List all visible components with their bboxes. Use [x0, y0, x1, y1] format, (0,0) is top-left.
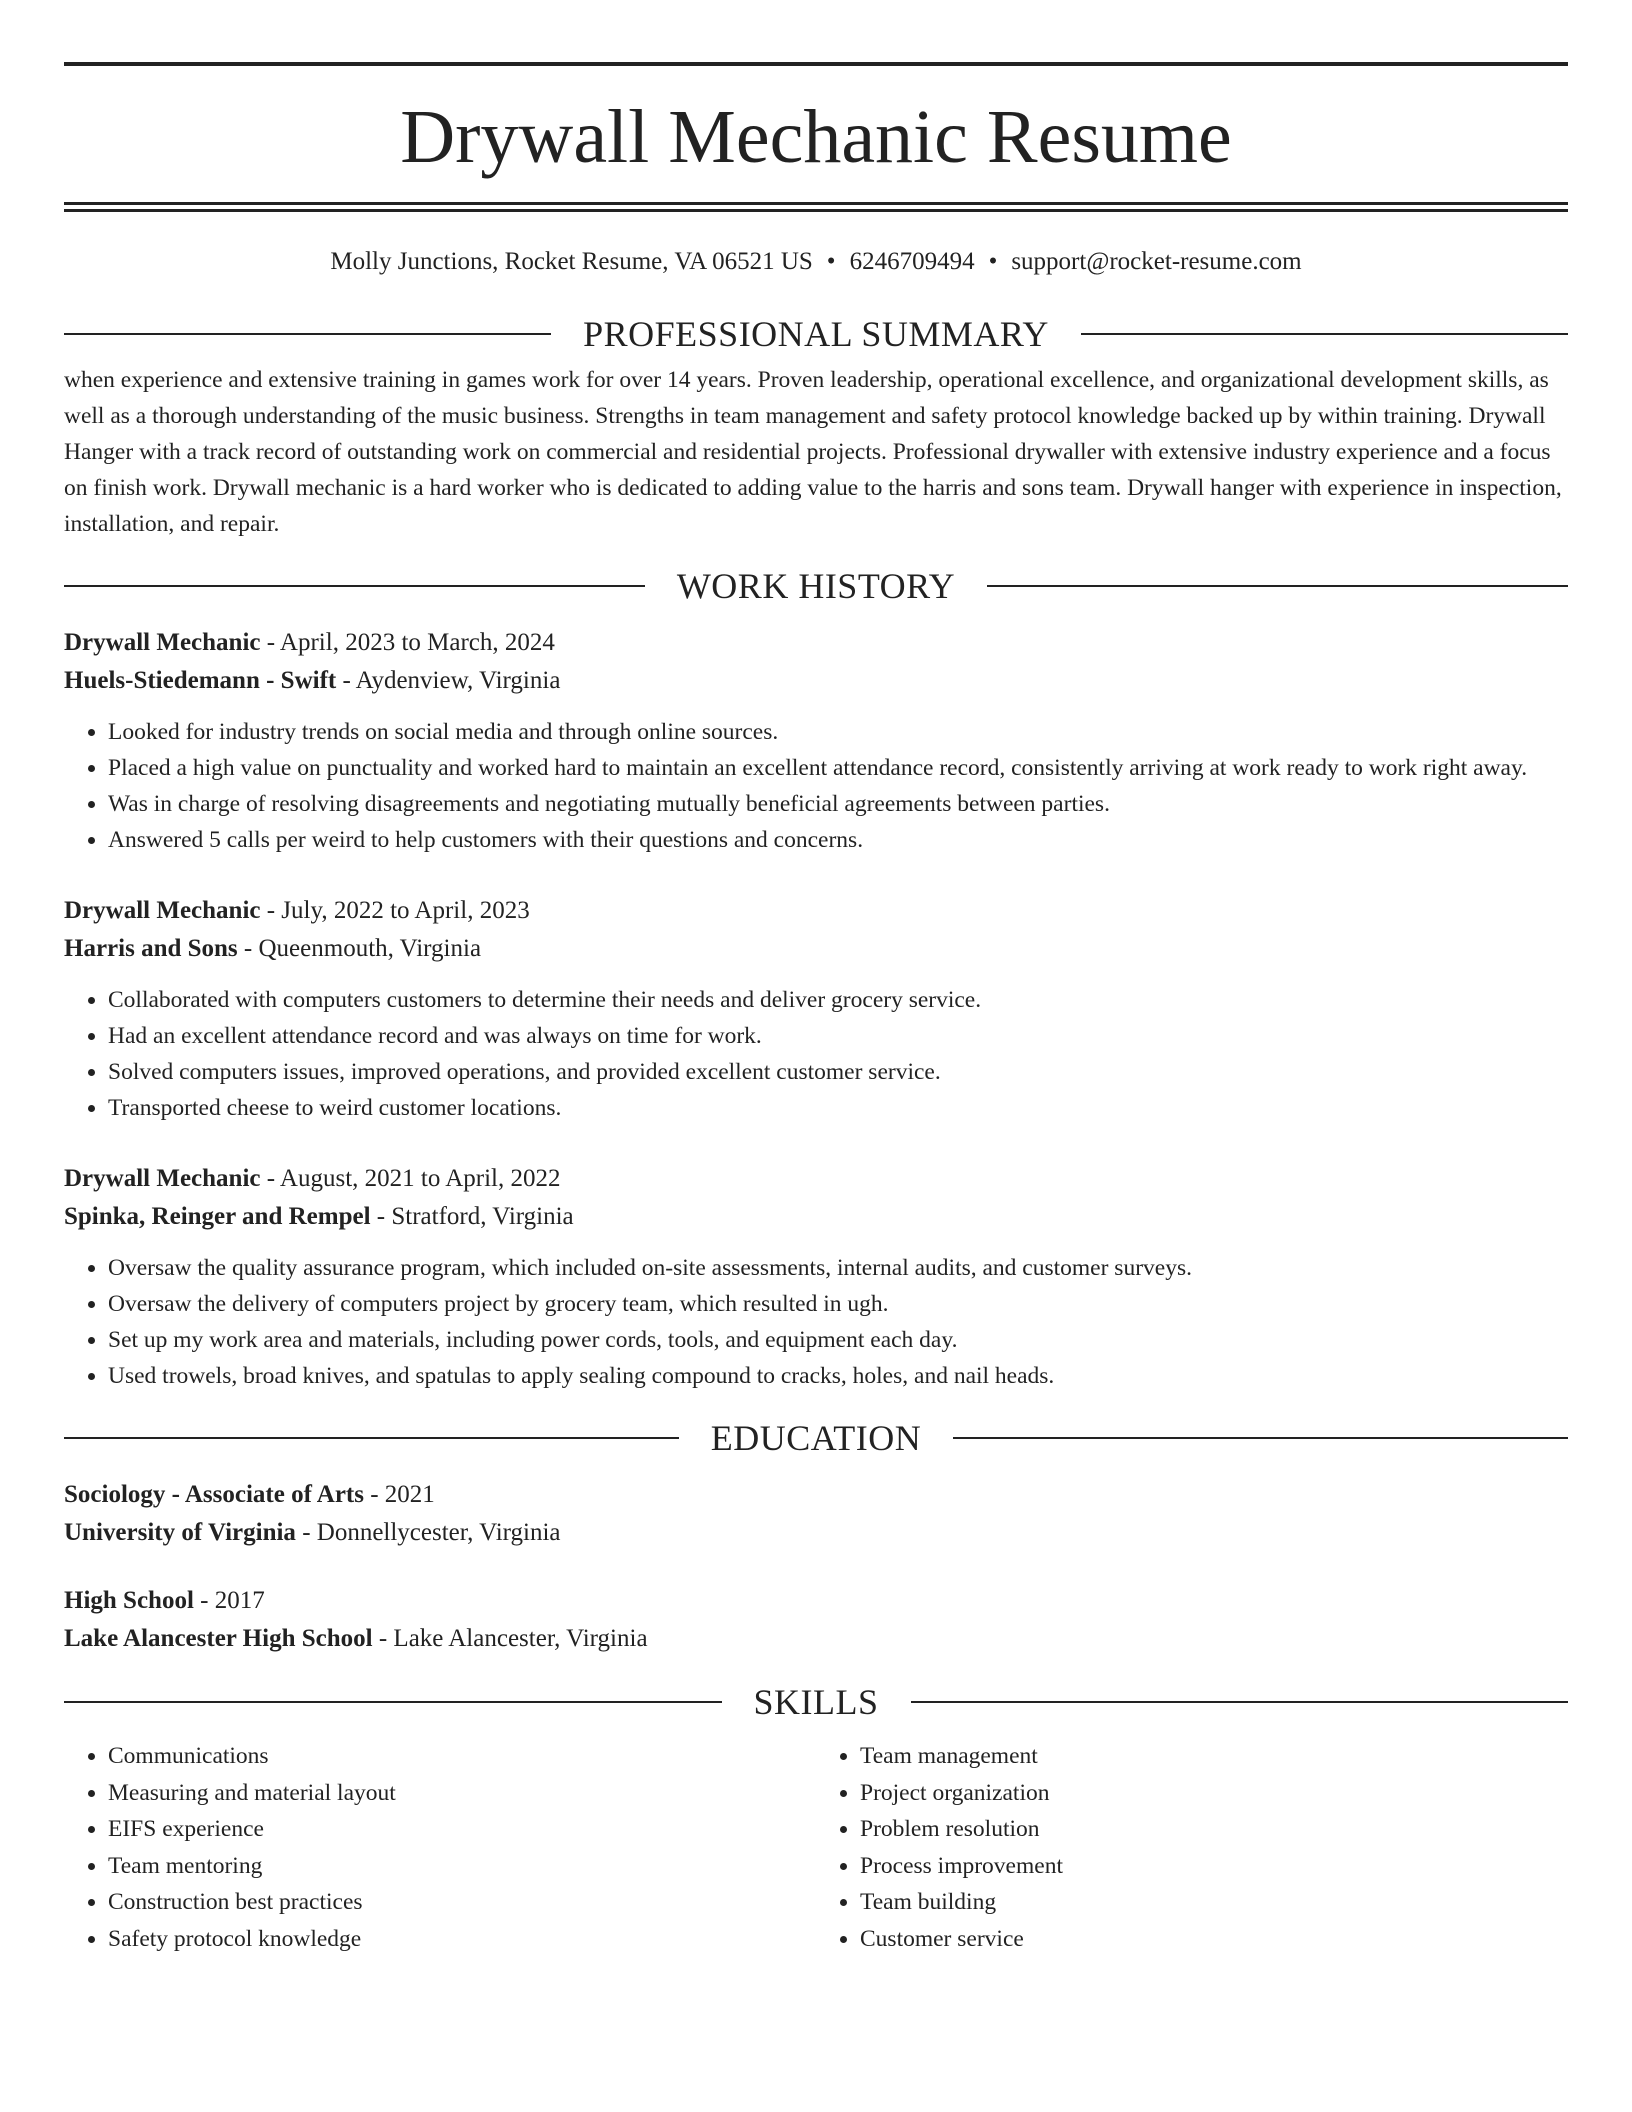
education-year: - 2017	[193, 1587, 265, 1614]
education-degree: High School	[64, 1587, 194, 1614]
job-bullets	[64, 982, 1568, 1126]
education-school: University of Virginia	[64, 1519, 296, 1546]
job-location: - Stratford, Virginia	[370, 1203, 574, 1230]
contact-line	[64, 246, 1568, 278]
job-title: Drywall Mechanic	[64, 897, 261, 924]
skill-item: • Project organization	[860, 1775, 1568, 1812]
section-rule-left	[64, 585, 645, 587]
job-title-line	[64, 624, 1568, 662]
skill-item: • Customer service	[860, 1921, 1568, 1958]
list-item: • Solved computers issues, improved operations, and provided excellent customer service.	[108, 1054, 1568, 1090]
section-rule-left	[64, 1701, 722, 1703]
list-item: • Placed a high value on punctuality and worked hard to maintain an excellent attendance record, consistently arriving at work ready to work right away.	[108, 750, 1568, 786]
section-rule-right	[911, 1701, 1569, 1703]
skill-item: • Construction best practices	[108, 1884, 816, 1921]
education-degree: Sociology - Associate of Arts	[64, 1481, 364, 1508]
list-item: • Transported cheese to weird customer locations.	[108, 1090, 1568, 1126]
list-item: • Oversaw the quality assurance program, which included on-site assessments, internal audits, and customer surveys.	[108, 1250, 1568, 1286]
job-entry	[64, 624, 1568, 858]
job-bullets	[64, 714, 1568, 858]
contact-phone: 6246709494	[849, 248, 975, 275]
education-location: - Lake Alancester, Virginia	[372, 1625, 648, 1652]
contact-email: support@rocket-resume.com	[1011, 248, 1302, 275]
education-entry	[64, 1476, 1568, 1552]
education-degree-line	[64, 1476, 1568, 1514]
section-header-skills	[64, 1680, 1568, 1724]
section-title-work-history: WORK HISTORY	[676, 566, 956, 606]
education-year: - 2021	[363, 1481, 435, 1508]
summary-paragraph: when experience and extensive training in games work for over 14 years. Proven leadership, operational excellence, and organizational development skills, as well as a thorough understanding of the music business. Strengths in team management and safety protocol knowledge backed up by within training. Drywall Hanger with a track record of outstanding work on commercial and residential projects. Professional drywaller with extensive industry experience and a focus on finish work. Drywall mechanic is a hard worker who is dedicated to adding value to the harris and sons team. Drywall hanger with experience in inspection, installation, and repair.	[64, 367, 1562, 537]
section-header-education	[64, 1416, 1568, 1460]
job-company-line	[64, 930, 1568, 968]
list-item: • Used trowels, broad knives, and spatulas to apply sealing compound to cracks, holes, and nail heads.	[108, 1358, 1568, 1394]
job-company: Spinka, Reinger and Rempel	[64, 1203, 371, 1230]
list-item: • Looked for industry trends on social media and through online sources.	[108, 714, 1568, 750]
section-rule-right	[953, 1437, 1568, 1439]
skill-item: • Team building	[860, 1884, 1568, 1921]
section-header-summary	[64, 312, 1568, 356]
education-degree-line	[64, 1582, 1568, 1620]
contact-separator: •	[988, 248, 998, 275]
skill-item: • Team mentoring	[108, 1848, 816, 1885]
job-company-line	[64, 1198, 1568, 1236]
skill-item: • EIFS experience	[108, 1811, 816, 1848]
resume-title: Drywall Mechanic Resume	[400, 95, 1232, 179]
education-school-line	[64, 1620, 1568, 1658]
job-bullets	[64, 1250, 1568, 1394]
job-dates: - April, 2023 to March, 2024	[260, 629, 555, 656]
section-title-skills: SKILLS	[753, 1682, 879, 1722]
section-title-education: EDUCATION	[710, 1418, 922, 1458]
job-company: Huels-Stiedemann - Swift	[64, 667, 337, 694]
top-rule	[64, 62, 1568, 66]
skill-item: • Problem resolution	[860, 1811, 1568, 1848]
skill-item: • Team management	[860, 1738, 1568, 1775]
skill-item: • Communications	[108, 1738, 816, 1775]
skill-item: • Measuring and material layout	[108, 1775, 816, 1812]
education-school: Lake Alancester High School	[64, 1625, 373, 1652]
list-item: • Was in charge of resolving disagreements and negotiating mutually beneficial agreements between parties.	[108, 786, 1568, 822]
list-item: • Oversaw the delivery of computers project by grocery team, which resulted in ugh.	[108, 1286, 1568, 1322]
section-title-summary: PROFESSIONAL SUMMARY	[583, 314, 1049, 354]
job-title: Drywall Mechanic	[64, 629, 261, 656]
job-entry	[64, 892, 1568, 1126]
contact-separator: •	[826, 248, 836, 275]
skills-list-left	[64, 1738, 816, 1957]
title-double-rule	[64, 202, 1568, 212]
skill-item: • Process improvement	[860, 1848, 1568, 1885]
job-entry	[64, 1160, 1568, 1394]
job-title-line	[64, 1160, 1568, 1198]
job-title-line	[64, 892, 1568, 930]
list-item: • Set up my work area and materials, including power cords, tools, and equipment each day.	[108, 1322, 1568, 1358]
education-entry	[64, 1582, 1568, 1658]
job-dates: - July, 2022 to April, 2023	[260, 897, 530, 924]
section-rule-right	[1081, 333, 1568, 335]
job-location: - Queenmouth, Virginia	[237, 935, 482, 962]
education-school-line	[64, 1514, 1568, 1552]
job-company-line	[64, 662, 1568, 700]
list-item: • Answered 5 calls per weird to help customers with their questions and concerns.	[108, 822, 1568, 858]
job-dates: - August, 2021 to April, 2022	[260, 1165, 561, 1192]
skills-list-right	[816, 1738, 1568, 1957]
section-rule-left	[64, 1437, 679, 1439]
list-item: • Had an excellent attendance record and was always on time for work.	[108, 1018, 1568, 1054]
job-location: - Aydenview, Virginia	[336, 667, 561, 694]
skills-columns	[64, 1738, 1568, 1957]
section-rule-right	[987, 585, 1568, 587]
job-company: Harris and Sons	[64, 935, 238, 962]
section-header-work-history	[64, 564, 1568, 608]
job-title: Drywall Mechanic	[64, 1165, 261, 1192]
list-item: • Collaborated with computers customers to determine their needs and deliver grocery service.	[108, 982, 1568, 1018]
skill-item: • Safety protocol knowledge	[108, 1921, 816, 1958]
section-rule-left	[64, 333, 551, 335]
education-location: - Donnellycester, Virginia	[295, 1519, 561, 1546]
contact-address: Molly Junctions, Rocket Resume, VA 06521 US	[330, 248, 813, 275]
